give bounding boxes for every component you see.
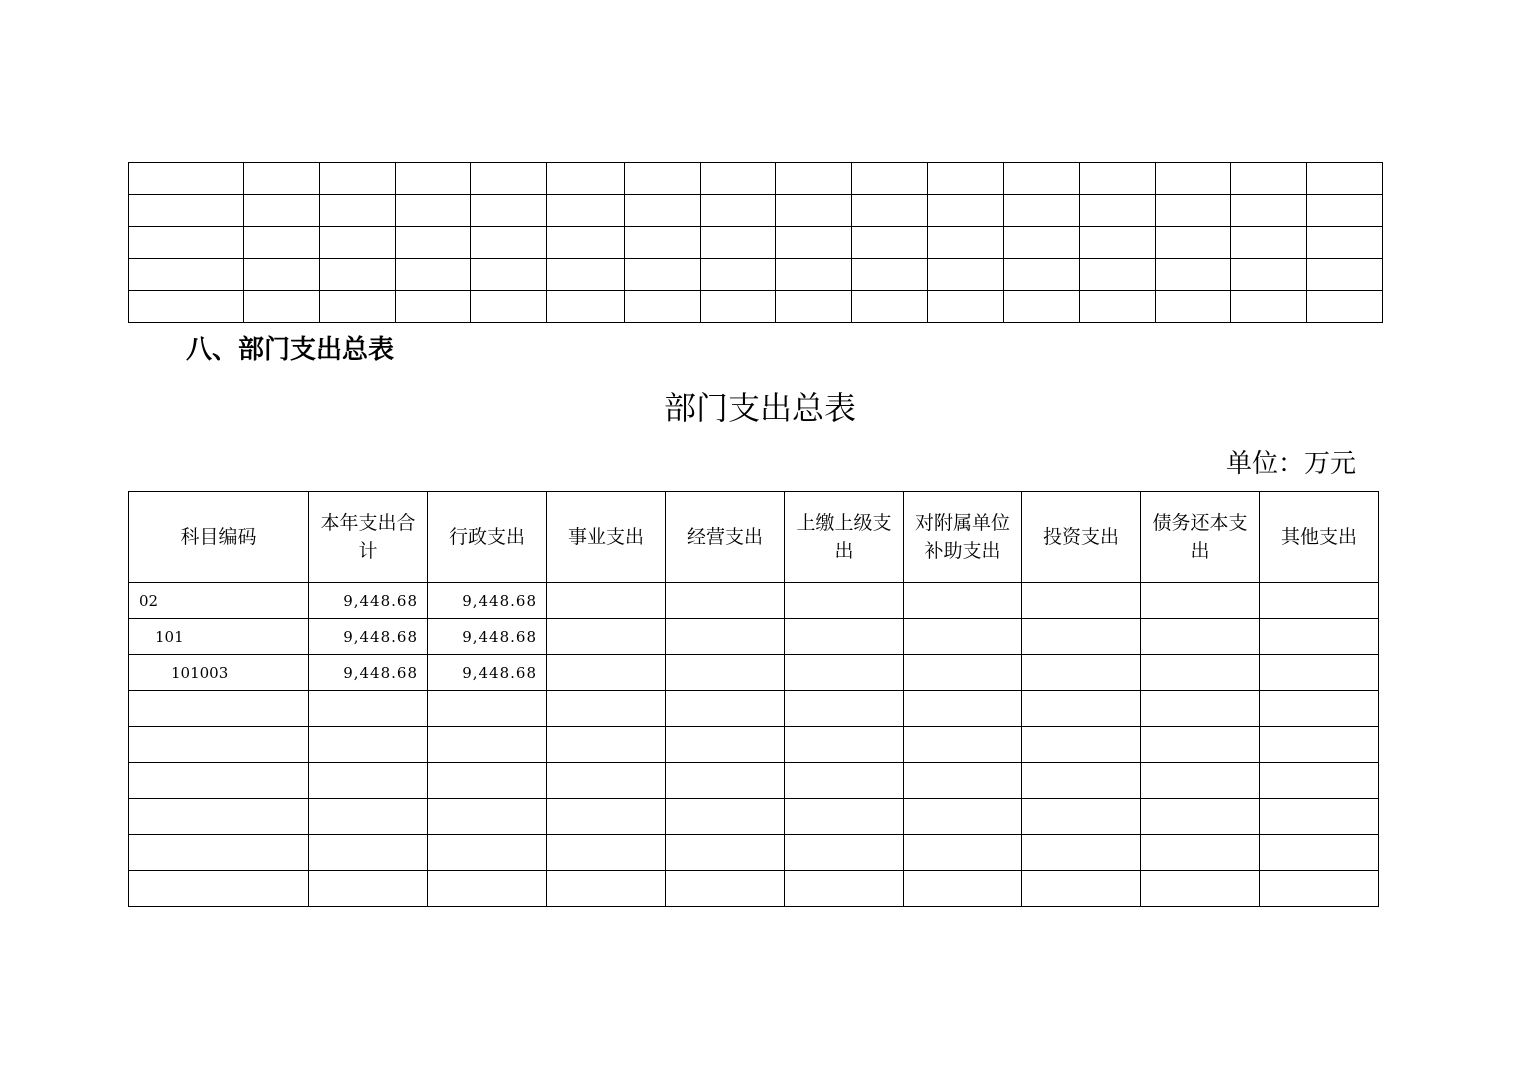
grid-cell xyxy=(928,259,1004,291)
grid-cell xyxy=(1004,163,1080,195)
amount-cell xyxy=(1141,763,1260,799)
grid-cell xyxy=(320,227,396,259)
grid-cell xyxy=(547,291,625,323)
grid-cell xyxy=(244,291,320,323)
amount-cell xyxy=(1141,655,1260,691)
amount-cell xyxy=(547,619,666,655)
grid-cell xyxy=(244,163,320,195)
amount-cell xyxy=(785,619,904,655)
amount-cell xyxy=(1022,691,1141,727)
header-business-expense: 经营支出 xyxy=(666,492,785,583)
amount-cell xyxy=(785,727,904,763)
header-remit-to-superior-expense: 上缴上级支出 xyxy=(785,492,904,583)
amount-cell xyxy=(309,835,428,871)
header-subject-code: 科目编码 xyxy=(129,492,309,583)
subject-code-cell: 101 xyxy=(129,619,309,655)
amount-cell xyxy=(1022,655,1141,691)
grid-cell xyxy=(1231,291,1307,323)
amount-cell xyxy=(904,799,1022,835)
amount-cell xyxy=(1141,691,1260,727)
grid-cell xyxy=(320,291,396,323)
subject-code-cell xyxy=(129,691,309,727)
grid-cell xyxy=(396,195,471,227)
amount-cell: 9,448.68 xyxy=(428,619,547,655)
amount-cell xyxy=(428,727,547,763)
grid-cell xyxy=(625,195,701,227)
amount-cell xyxy=(1260,763,1379,799)
grid-cell xyxy=(852,195,928,227)
grid-cell xyxy=(471,195,547,227)
amount-cell xyxy=(428,835,547,871)
amount-cell xyxy=(666,763,785,799)
grid-cell xyxy=(701,163,776,195)
amount-cell xyxy=(428,871,547,907)
table-row xyxy=(129,871,1379,907)
grid-cell xyxy=(1231,163,1307,195)
grid-row xyxy=(129,259,1383,291)
amount-cell xyxy=(1022,835,1141,871)
amount-cell xyxy=(904,727,1022,763)
amount-cell xyxy=(1260,583,1379,619)
grid-cell xyxy=(1004,195,1080,227)
amount-cell xyxy=(666,727,785,763)
table-row xyxy=(129,619,1379,655)
amount-cell xyxy=(904,691,1022,727)
subject-code-cell xyxy=(129,727,309,763)
grid-cell xyxy=(928,291,1004,323)
grid-cell xyxy=(1080,259,1156,291)
amount-cell xyxy=(1260,727,1379,763)
grid-cell xyxy=(625,163,701,195)
amount-cell xyxy=(1260,835,1379,871)
amount-cell xyxy=(1260,691,1379,727)
table-row xyxy=(129,691,1379,727)
grid-cell xyxy=(1307,259,1383,291)
amount-cell xyxy=(547,871,666,907)
table-row xyxy=(129,655,1379,691)
grid-row xyxy=(129,291,1383,323)
grid-cell xyxy=(1080,163,1156,195)
grid-cell xyxy=(396,227,471,259)
grid-cell xyxy=(129,195,244,227)
amount-cell: 9,448.68 xyxy=(309,619,428,655)
amount-cell xyxy=(428,691,547,727)
grid-cell xyxy=(701,259,776,291)
grid-cell xyxy=(471,227,547,259)
amount-cell xyxy=(666,619,785,655)
amount-cell xyxy=(785,655,904,691)
amount-cell: 9,448.68 xyxy=(428,583,547,619)
unit-label: 单位：万元 xyxy=(1225,449,1356,479)
amount-cell xyxy=(904,583,1022,619)
grid-cell xyxy=(244,195,320,227)
amount-cell xyxy=(547,691,666,727)
amount-cell xyxy=(1141,583,1260,619)
grid-cell xyxy=(396,291,471,323)
amount-cell: 9,448.68 xyxy=(309,583,428,619)
amount-cell xyxy=(1022,871,1141,907)
grid-cell xyxy=(776,227,852,259)
header-subsidiary-subsidy-expense: 对附属单位补助支出 xyxy=(904,492,1022,583)
amount-cell xyxy=(309,691,428,727)
continuation-table-grid xyxy=(128,162,1383,323)
grid-cell xyxy=(547,163,625,195)
amount-cell xyxy=(785,691,904,727)
grid-cell xyxy=(625,259,701,291)
header-total-expense: 本年支出合计 xyxy=(309,492,428,583)
grid-cell xyxy=(1307,291,1383,323)
amount-cell xyxy=(309,871,428,907)
grid-cell xyxy=(320,259,396,291)
grid-cell xyxy=(852,163,928,195)
amount-cell: 9,448.68 xyxy=(428,655,547,691)
grid-cell xyxy=(471,163,547,195)
department-expense-table xyxy=(128,491,1379,907)
amount-cell xyxy=(1260,871,1379,907)
amount-cell xyxy=(309,727,428,763)
grid-cell xyxy=(776,163,852,195)
amount-cell xyxy=(547,727,666,763)
amount-cell xyxy=(547,763,666,799)
grid-cell xyxy=(1156,227,1231,259)
amount-cell xyxy=(1141,727,1260,763)
grid-cell xyxy=(928,227,1004,259)
grid-cell xyxy=(1004,227,1080,259)
grid-cell xyxy=(129,227,244,259)
header-public-service-expense: 事业支出 xyxy=(547,492,666,583)
amount-cell xyxy=(666,799,785,835)
amount-cell xyxy=(547,835,666,871)
amount-cell xyxy=(904,619,1022,655)
amount-cell xyxy=(1022,799,1141,835)
amount-cell xyxy=(666,655,785,691)
amount-cell xyxy=(666,691,785,727)
header-administrative-expense: 行政支出 xyxy=(428,492,547,583)
grid-row xyxy=(129,227,1383,259)
grid-cell xyxy=(928,163,1004,195)
amount-cell xyxy=(428,763,547,799)
grid-cell xyxy=(396,163,471,195)
amount-cell xyxy=(785,871,904,907)
section-heading: 八、部门支出总表 xyxy=(186,335,395,365)
amount-cell xyxy=(1141,871,1260,907)
grid-cell xyxy=(1307,227,1383,259)
amount-cell xyxy=(547,799,666,835)
grid-cell xyxy=(1004,259,1080,291)
table-row xyxy=(129,583,1379,619)
grid-cell xyxy=(928,195,1004,227)
amount-cell xyxy=(1141,619,1260,655)
grid-cell xyxy=(852,291,928,323)
grid-cell xyxy=(244,259,320,291)
grid-cell xyxy=(776,195,852,227)
grid-cell xyxy=(244,227,320,259)
header-debt-repayment-expense: 债务还本支出 xyxy=(1141,492,1260,583)
amount-cell xyxy=(547,583,666,619)
grid-cell xyxy=(471,291,547,323)
subject-code-cell xyxy=(129,799,309,835)
grid-cell xyxy=(701,195,776,227)
amount-cell xyxy=(785,583,904,619)
grid-cell xyxy=(625,291,701,323)
amount-cell xyxy=(428,799,547,835)
amount-cell xyxy=(1141,799,1260,835)
amount-cell xyxy=(1260,799,1379,835)
table-row xyxy=(129,763,1379,799)
grid-cell xyxy=(1231,195,1307,227)
grid-cell xyxy=(1307,163,1383,195)
amount-cell xyxy=(309,763,428,799)
grid-cell xyxy=(1156,291,1231,323)
table-row xyxy=(129,835,1379,871)
grid-cell xyxy=(129,259,244,291)
amount-cell xyxy=(904,835,1022,871)
grid-cell xyxy=(320,195,396,227)
amount-cell xyxy=(547,655,666,691)
table-title: 部门支出总表 xyxy=(663,389,856,427)
grid-cell xyxy=(1080,195,1156,227)
amount-cell xyxy=(1260,619,1379,655)
header-investment-expense: 投资支出 xyxy=(1022,492,1141,583)
amount-cell xyxy=(1022,583,1141,619)
amount-cell xyxy=(1141,835,1260,871)
grid-cell xyxy=(701,291,776,323)
grid-cell xyxy=(320,163,396,195)
grid-cell xyxy=(776,291,852,323)
table-header-row xyxy=(129,492,1379,583)
grid-cell xyxy=(701,227,776,259)
grid-cell xyxy=(625,227,701,259)
amount-cell xyxy=(785,799,904,835)
grid-cell xyxy=(547,227,625,259)
grid-cell xyxy=(1231,227,1307,259)
table-row xyxy=(129,799,1379,835)
subject-code-cell xyxy=(129,763,309,799)
amount-cell xyxy=(1260,655,1379,691)
grid-cell xyxy=(129,163,244,195)
grid-row xyxy=(129,195,1383,227)
amount-cell xyxy=(785,835,904,871)
grid-cell xyxy=(1004,291,1080,323)
amount-cell xyxy=(904,871,1022,907)
grid-cell xyxy=(1156,195,1231,227)
table-row xyxy=(129,727,1379,763)
amount-cell: 9,448.68 xyxy=(309,655,428,691)
amount-cell xyxy=(1022,619,1141,655)
amount-cell xyxy=(904,763,1022,799)
amount-cell xyxy=(1022,763,1141,799)
subject-code-cell: 101003 xyxy=(129,655,309,691)
grid-cell xyxy=(471,259,547,291)
grid-cell xyxy=(1231,259,1307,291)
grid-cell xyxy=(852,227,928,259)
grid-cell xyxy=(1156,259,1231,291)
grid-cell xyxy=(547,259,625,291)
subject-code-cell xyxy=(129,871,309,907)
grid-cell xyxy=(852,259,928,291)
amount-cell xyxy=(309,799,428,835)
subject-code-cell: 02 xyxy=(129,583,309,619)
grid-row xyxy=(129,163,1383,195)
grid-cell xyxy=(1080,291,1156,323)
grid-cell xyxy=(547,195,625,227)
grid-cell xyxy=(1156,163,1231,195)
grid-cell xyxy=(776,259,852,291)
grid-cell xyxy=(129,291,244,323)
amount-cell xyxy=(666,871,785,907)
amount-cell xyxy=(666,583,785,619)
header-other-expense: 其他支出 xyxy=(1260,492,1379,583)
amount-cell xyxy=(904,655,1022,691)
amount-cell xyxy=(1022,727,1141,763)
grid-cell xyxy=(1307,195,1383,227)
grid-cell xyxy=(1080,227,1156,259)
amount-cell xyxy=(785,763,904,799)
subject-code-cell xyxy=(129,835,309,871)
grid-cell xyxy=(396,259,471,291)
amount-cell xyxy=(666,835,785,871)
